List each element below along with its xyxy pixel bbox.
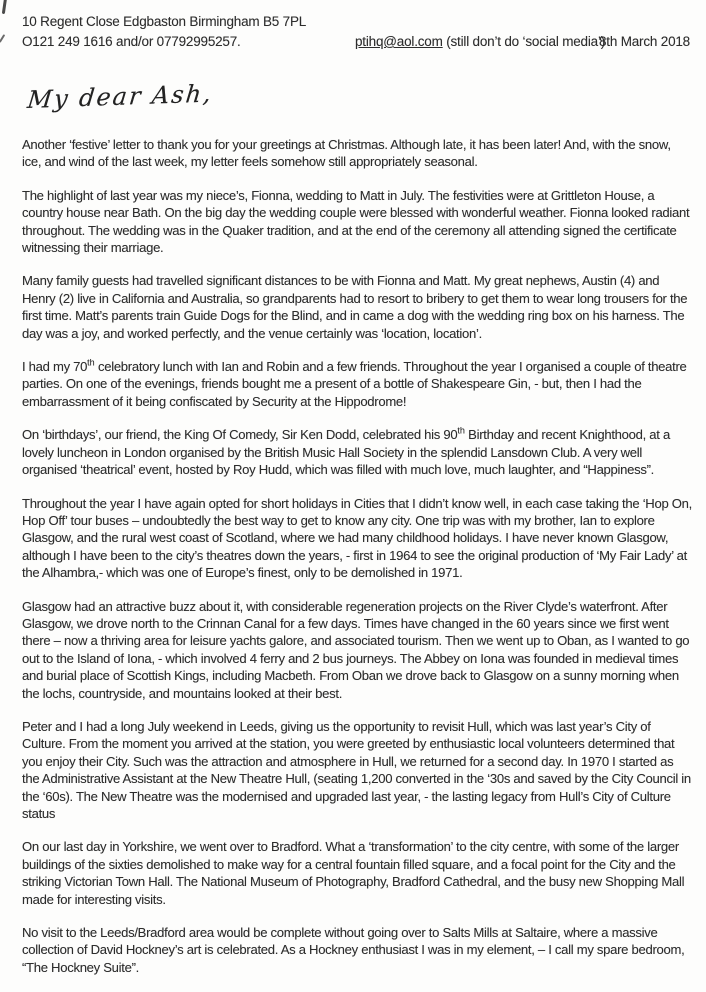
letter-paragraph: Throughout the year I have again opted for short holidays in Cities that I didn’t know well, in each case taking the ‘Hop On, Hop Off’ tour buses – undoubtedly the best way to get to know any city. One trip was with my brother, Ian to explore Glasgow, and the rural west coast of Scotland, where we had many childhood holidays. I have never known Glasgow, although I have been to the city’s theatres down the years, - first in 1964 to see the original production of ‘My Fair Lady’ at the Alhambra,- which was one of Europe’s finest, only to be demolished in 1971. (22, 495, 692, 581)
handwritten-greeting: My dear Ash, (26, 79, 215, 114)
email-group (355, 34, 605, 49)
letter-paragraph: On ‘birthdays’, our friend, the King Of Comedy, Sir Ken Dodd, celebrated his 90th Birthday and recent Knighthood, at a lovely luncheon in London organised by the British Music Hall Society in the splendid Lansdown Club. A very well organised ‘theatrical’ event, hosted by Roy Hudd, which was filled with much love, much laughter, and “Happiness”. (22, 425, 670, 478)
email-link[interactable]: ptihq@aol.com (355, 34, 443, 49)
letter-paragraph: Another ‘festive’ letter to thank you for your greetings at Christmas. Although late, it has been later! And, with the snow, ice, and wind of the last week, my letter feels somehow still appropriately seasonal. (22, 137, 671, 170)
letter-paragraph: Peter and I had a long July weekend in Leeds, giving us the opportunity to revisit Hull, which was last year’s City of Culture. From the moment you arrived at the station, you were greeted by enthusiastic local volunteers determined that you enjoy their City. Such was the attraction and atmosphere in Hull, we returned for a second day. In 1970 I started as the Administrative Assistant at the New Theatre Hull, (seating 1,200 converted in the ‘30s and saved by the City Council in the ‘60s). The New Theatre was the modernised and upgraded last year, - the lasting legacy from Hull’s City of Culture status (22, 718, 691, 821)
letter-paragraph: On our last day in Yorkshire, we went over to Bradford. What a ‘transformation’ to the city centre, with some of the larger buildings of the sixties demolished to make way for a central fountain filled square, and a focal point for the City and the striking Victorian Town Hall. The National Museum of Photography, Bradford Cathedral, and the busy new Shopping Mall made for interesting visits. (22, 839, 685, 907)
letter-date: 8th March 2018 (598, 34, 690, 49)
sender-address: 10 Regent Close Edgbaston Birmingham B5 7PL (22, 14, 307, 29)
scan-artifact (0, 34, 5, 43)
letter-header (22, 14, 690, 52)
email-note: (still don’t do ‘social media’) (442, 34, 606, 49)
letter-paragraph: The highlight of last year was my niece’s, Fionna, wedding to Matt in July. The festivities were at Grittleton House, a country house near Bath. On the big day the wedding couple were blessed with wonderful weather. Fionna looked radiant throughout. The wedding was in the Quaker tradition, and at the end of the ceremony all attending signed the certificate witnessing their marriage. (22, 187, 690, 256)
letter-paragraph: Many family guests had travelled significant distances to be with Fionna and Matt. My great nephews, Austin (4) and Henry (2) live in California and Australia, so grandparents had to resort to bribery to get them to wear long trousers for the first time. Matt’s parents train Guide Dogs for the Blind, and in came a dog with the wedding ring box on his harness. The day was a joy, and worked perfectly, and the venue certainly was ‘location, location’. (22, 273, 688, 341)
letter-body (22, 136, 692, 992)
letter-paragraph: No visit to the Leeds/Bradford area would be complete without going over to Salts Mills at Saltaire, where a massive collection of David Hockney’s art is celebrated. As a Hockney enthusiast I was in my element, – I call my spare bedroom, “The Hockney Suite”. (22, 925, 685, 975)
ordinal-superscript: th (87, 357, 95, 368)
header-contact-row (22, 34, 690, 52)
letter-paragraph: Glasgow had an attractive buzz about it, with considerable regeneration projects on the River Clyde’s waterfront. After Glasgow, we drove north to the Crinnan Canal for a few days. Times have changed in the 60 years since we first went there – now a thriving area for leisure yachts galore, and associated tourism. Then we went up to Oban, as I wanted to go out to the Island of Iona, - which involved 4 ferry and 2 bus journeys. The Abbey on Iona was founded in medieval times and burial place of Scottish Kings, including Macbeth. From Oban we drove back to Glasgow on a sunny morning when the lochs, countryside, and mountains looked at their best. (22, 598, 690, 701)
scan-artifact (2, 0, 7, 14)
sender-phone: O121 249 1616 and/or 07792995257. (22, 34, 241, 49)
ordinal-superscript: th (457, 425, 465, 436)
letter-paragraph: I had my 70th celebratory lunch with Ian and Robin and a few friends. Throughout the year I organised a couple of theatre parties. On one of the evenings, friends bought me a present of a bottle of Shakespeare Gin, - but, then I had the embarrassment of it being confiscated by Security at the Hippodrome! (22, 357, 687, 409)
